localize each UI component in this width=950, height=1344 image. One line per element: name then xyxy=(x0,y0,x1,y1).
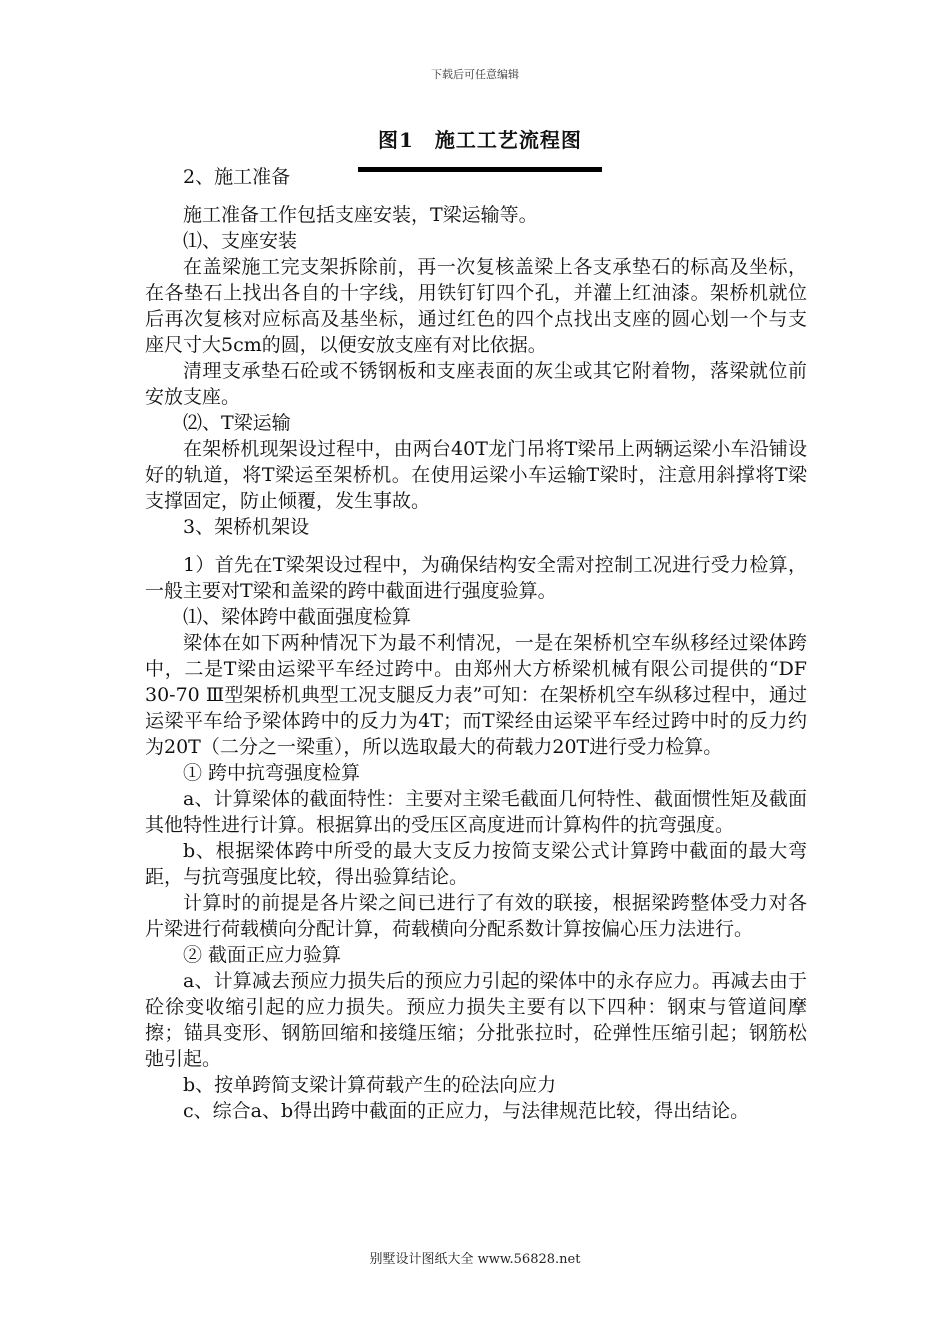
figure-caption: 图1 施工工艺流程图 xyxy=(378,128,582,152)
paragraph-bearing-cleaning: 清理支承垫石砼或不锈钢板和支座表面的灰尘或其它附着物，落梁就位前安放支座。 xyxy=(145,360,807,408)
paragraph-beam-transport: 在架桥机现架设过程中，由两台40T龙门吊将T梁吊上两辆运梁小车沿铺设好的轨道，将T梁运至架桥机。在使用运梁小车运输T梁时，注意用斜撑将T梁支撑固定，防止倾覆，发生事故。 xyxy=(145,438,807,512)
subheading-beam-transport: ⑵、T梁运输 xyxy=(183,412,291,434)
paragraph-erection-check: 1）首先在T梁架设过程中，为确保结构安全需对控制工况进行受力检算，一般主要对T梁和盖梁的跨中截面进行强度验算。 xyxy=(145,554,807,602)
paragraph-section-properties: a、计算梁体的截面特性：主要对主梁毛截面几何特性、截面惯性矩及截面其他特性进行计算。根据算出的受压区高度进而计算构件的抗弯强度。 xyxy=(145,788,807,836)
footer-note: 别墅设计图纸大全 www.56828.net xyxy=(369,1252,581,1267)
paragraph-preparation-intro: 施工准备工作包括支座安装，T梁运输等。 xyxy=(183,204,538,226)
document-body xyxy=(145,164,807,1124)
section-heading-erection: 3、架桥机架设 xyxy=(183,516,310,538)
subheading-midspan-strength: ⑴、梁体跨中截面强度检算 xyxy=(183,606,412,628)
paragraph-max-moment: b、根据梁体跨中所受的最大支反力按简支梁公式计算跨中截面的最大弯距，与抗弯强度比较，得出验算结论。 xyxy=(145,840,807,888)
paragraph-conclusion: c、综合a、b得出跨中截面的正应力，与法律规范比较，得出结论。 xyxy=(183,1100,750,1122)
header-note: 下载后可任意编辑 xyxy=(431,68,519,81)
paragraph-worst-case: 梁体在如下两种情况下为最不利情况，一是在架桥机空车纵移经过梁体跨中，二是T梁由运梁平车经过跨中。由郑州大方桥梁机械有限公司提供的“DF 30-70 Ⅲ型架桥机典型工况支腿反力表”可知：在架桥机空车纵移过程中，通过运梁平车给予梁体跨中的反力为4T；而T梁经由运梁平车经过跨中时的反力约为20T（二分之一梁重），所以选取最大的荷载力20T进行受力检算。 xyxy=(145,632,807,758)
subheading-bearing-install: ⑴、支座安装 xyxy=(183,230,298,252)
subheading-bending-check: ① 跨中抗弯强度检算 xyxy=(183,762,361,784)
paragraph-load-distribution: 计算时的前提是各片梁之间已进行了有效的联接，根据梁跨整体受力对各片梁进行荷载横向分配计算，荷载横向分配系数计算按偏心压力法进行。 xyxy=(145,892,807,940)
paragraph-prestress-loss: a、计算减去预应力损失后的预应力引起的梁体中的永存应力。再减去由于砼徐变收缩引起的应力损失。预应力损失主要有以下四种：钢束与管道间摩擦；锚具变形、钢筋回缩和接缝压缩；分批张拉时，砼弹性压缩引起；钢筋松弛引起。 xyxy=(145,970,807,1070)
subheading-normal-stress: ② 截面正应力验算 xyxy=(183,944,342,966)
section-heading-preparation: 2、施工准备 xyxy=(183,166,291,188)
paragraph-concrete-stress: b、按单跨简支梁计算荷载产生的砼法向应力 xyxy=(183,1074,557,1096)
paragraph-bearing-install: 在盖梁施工完支架拆除前，再一次复核盖梁上各支承垫石的标高及坐标，在各垫石上找出各自的十字线，用铁钉钉四个孔，并灌上红油漆。架桥机就位后再次复核对应标高及基坐标，通过红色的四个点找出支座的圆心划一个与支座尺寸大5cm的圆，以便安放支座有对比依据。 xyxy=(145,256,807,356)
